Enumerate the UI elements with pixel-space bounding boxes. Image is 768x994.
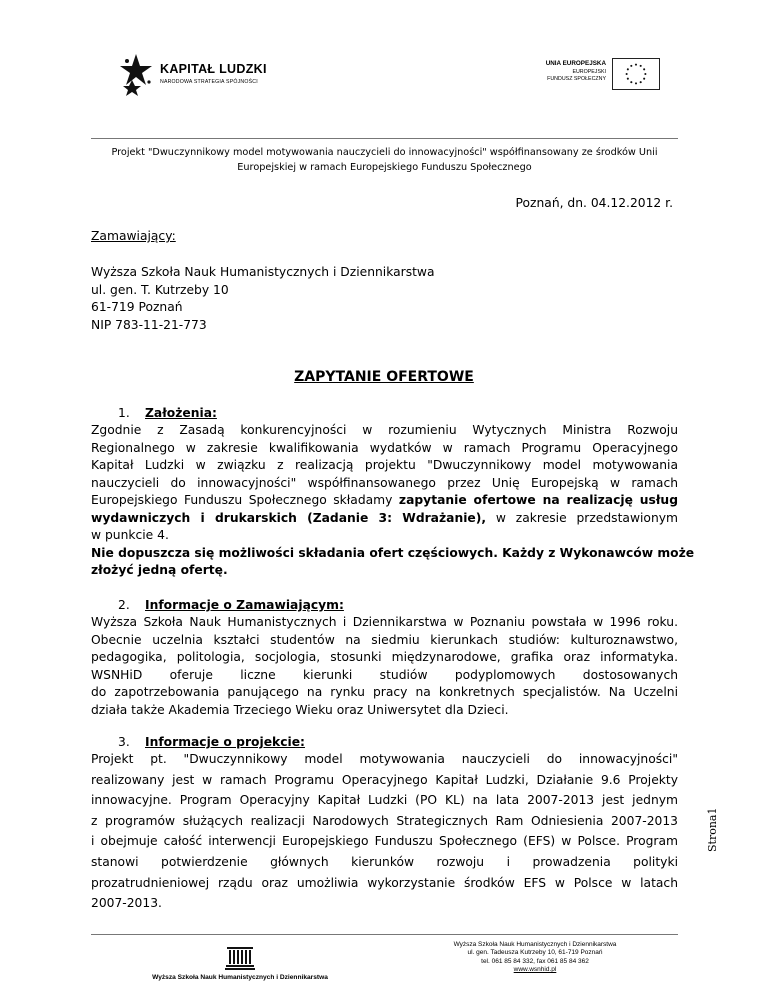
section1-line-6 [91, 510, 678, 528]
eu-logo [520, 58, 660, 92]
section3-line: realizowany jest w ramach Programu Operacyjnego Kapitał Ludzki, Działanie 9.6 Projekty [91, 772, 678, 787]
eu-logo-line3: FUNDUSZ SPOŁECZNY [547, 76, 606, 82]
section3-line: stanowi potwierdzenie głównych kierunków rozwoju i prowadzenia polityki [91, 854, 678, 869]
section3-body [91, 749, 678, 914]
kapital-ludzki-star-icon [118, 52, 158, 96]
section1-line6-text: w zakresie przedstawionym [486, 510, 678, 525]
zamawiajacy-street: ul. gen. T. Kutrzeby 10 [91, 282, 229, 297]
project-header-line1: Projekt "Dwuczynnikowy model motywowania nauczycieli do innowacyjności" współfinansowany ze środków Unii [111, 147, 658, 158]
section1-line: Kapitał Ludzki w związku z realizacją projektu "Dwuczynnikowy model motywowania [91, 458, 678, 472]
section2-line: pedagogika, politologia, socjologia, stosunki międzynarodowe, grafika oraz informatyka. [91, 650, 678, 664]
page-number-side-label: Strona1 [706, 807, 719, 852]
section1-line5-text: Europejskiego Funduszu Społecznego składamy [91, 493, 399, 507]
footer-addr-line3: tel. 061 85 84 332, fax 061 85 84 362 [481, 957, 589, 965]
kapital-ludzki-title: KAPITAŁ LUDZKI [160, 62, 267, 76]
footer-website-link[interactable]: www.wsnhid.pl [513, 965, 557, 973]
zamawiajacy-city: 61-719 Poznań [91, 300, 183, 314]
section1-body [91, 422, 695, 580]
section1-bold-line1: Nie dopuszcza się możliwości składania ofert częściowych. Każdy z Wykonawców może [91, 545, 695, 560]
document-title: ZAPYTANIE OFERTOWE [294, 369, 474, 385]
header-divider [91, 138, 678, 139]
section1-line: Regionalnego w zakresie kwalifikowania wydatków w ramach Programu Operacyjnego [91, 440, 678, 455]
section3-line: innowacyjne. Program Operacyjny Kapitał Ludzki (PO KL) na lata 2007-2013 jest jednym [91, 793, 678, 808]
section3-line: i obejmuje całość interwencji Europejskiego Funduszu Społecznego (EFS) w Polsce. Program [91, 834, 678, 849]
section2-line: Wyższa Szkoła Nauk Humanistycznych i Dziennikarstwa w Poznaniu powstała w 1996 roku. [91, 615, 678, 629]
footer-address [420, 941, 650, 974]
section3-line: prozatrudnieniowej rządu oraz umożliwia wykorzystanie środków EFS w Polsce w latach [91, 875, 678, 890]
section1-line-7: w punkcie 4. [91, 528, 169, 542]
zamawiajacy-name: Wyższa Szkoła Nauk Humanistycznych i Dziennikarstwa [91, 265, 435, 279]
footer-addr-line2: ul. gen. Tadeusza Kutrzeby 10, 61-719 Poznań [467, 949, 603, 957]
section1-line-5 [91, 492, 678, 510]
footer-divider [91, 934, 678, 935]
kapital-ludzki-logo [118, 52, 278, 96]
document-date: Poznań, dn. 04.12.2012 r. [515, 196, 673, 210]
footer-addr-line1: Wyższa Szkoła Nauk Humanistycznych i Dziennikarstwa [453, 941, 617, 948]
section2-heading [118, 597, 344, 615]
section3-number: 3. [118, 735, 130, 749]
kapital-ludzki-subtitle: NARODOWA STRATEGIA SPÓJNOŚCI [160, 79, 258, 85]
zamawiajacy-nip: NIP 783-11-21-773 [91, 317, 207, 332]
section3-heading-label: Informacje o projekcie: [145, 735, 305, 749]
section1-number: 1. [118, 406, 130, 420]
section3-line: 2007-2013. [91, 896, 162, 911]
section1-bold-line2: złożyć jedną ofertę. [91, 563, 228, 577]
eu-flag-icon [612, 58, 660, 90]
university-logo-name: Wyższa Szkoła Nauk Humanistycznych i Dziennikarstwa [152, 974, 328, 981]
section2-number: 2. [118, 598, 130, 612]
section2-body [91, 614, 678, 719]
section1-line6-bold: wydawniczych i drukarskich (Zadanie 3: Wdrażanie), [91, 510, 487, 525]
section2-line: Obecnie uczelnia kształci studentów na siedmiu kierunkach studiów: kulturoznawstwo, [91, 632, 678, 647]
section3-line: z programów służących realizacji Narodowych Strategicznych Ram Odniesienia 2007-2013 [91, 813, 678, 828]
section2-line: do zapotrzebowania panującego na rynku pracy na konkretnych specjalistów. Na Uczelni [91, 685, 678, 699]
university-building-icon [225, 945, 255, 971]
section1-line: nauczycieli do innowacyjności" współfinansowanego przez Unię Europejską w ramach [91, 475, 678, 490]
project-header-line2: Europejskiej w ramach Europejskiego Funduszu Społecznego [237, 162, 532, 173]
section3-line: Projekt pt. "Dwuczynnikowy model motywowania nauczycieli do innowacyjności" [91, 752, 678, 766]
section2-heading-label: Informacje o Zamawiającym: [145, 598, 344, 612]
section1-heading-label: Założenia: [145, 406, 217, 420]
section1-heading [118, 405, 217, 423]
university-logo [130, 945, 350, 987]
section1-line5-bold: zapytanie ofertowe na realizację usług [398, 493, 678, 507]
project-header [91, 145, 678, 175]
section1-line: Zgodnie z Zasadą konkurencyjności w rozumieniu Wytycznych Ministra Rozwoju [91, 423, 678, 437]
eu-logo-line1: UNIA EUROPEJSKA [545, 60, 606, 67]
section2-line: działa także Akademia Trzeciego Wieku oraz Uniwersytet dla Dzieci. [91, 702, 509, 717]
eu-logo-line2: EUROPEJSKI [572, 69, 606, 75]
section2-line: WSNHiD oferuje liczne kierunki studiów podyplomowych dostosowanych [91, 667, 678, 682]
zamawiajacy-address [91, 264, 435, 334]
zamawiajacy-label: Zamawiający: [91, 229, 176, 243]
